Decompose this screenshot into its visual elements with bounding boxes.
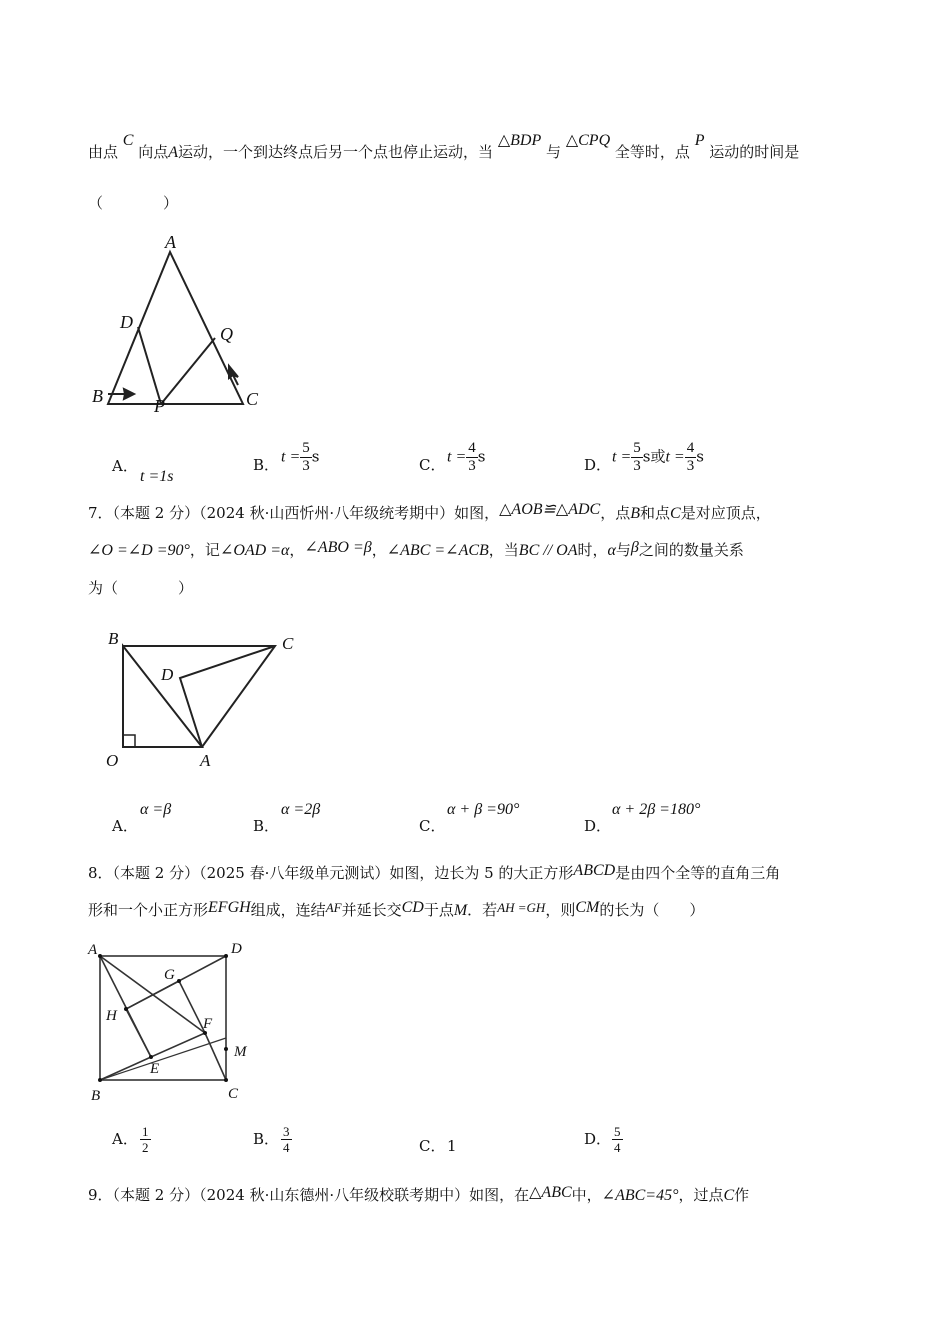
label-o: O bbox=[106, 751, 119, 770]
q9-text-line-1: 9．（本题 2 分）（2024 秋·山东德州·八年级校联考期中）如图，在△ABC中，∠ABC=45°，过点C作 bbox=[88, 1184, 750, 1204]
q6-text: 运动的时间是 bbox=[709, 143, 800, 161]
q6-option-d[interactable]: D．t = $\frac{5}{3}$ s或t = $\frac{4}{3}$ s bbox=[584, 440, 704, 474]
q6-option-b[interactable]: B． t = $\frac{5}{3}$ s bbox=[253, 440, 320, 474]
segment-bm bbox=[100, 1038, 226, 1080]
q6-text: 运动，一个到达终点后另一个点也停止运动，当 bbox=[178, 143, 494, 161]
label-h: H bbox=[106, 1008, 117, 1024]
triangle-aob bbox=[123, 646, 202, 747]
point-c: C bbox=[122, 132, 134, 149]
q8-option-c[interactable]: C． 1 bbox=[419, 1137, 457, 1155]
q8-figure bbox=[86, 936, 266, 1106]
label-a: A bbox=[200, 751, 211, 770]
segment-fc bbox=[205, 1033, 226, 1080]
label-a: A bbox=[165, 232, 176, 252]
triangle-cpq: △CPQ bbox=[565, 132, 611, 149]
label-p: P bbox=[154, 396, 165, 415]
q8-option-d[interactable]: D． $\frac{5}{4}$ bbox=[584, 1124, 621, 1155]
q6-text: 与 bbox=[546, 143, 562, 161]
label-c: C bbox=[228, 1086, 239, 1102]
q7-option-d[interactable]: D．α + 2β =180° bbox=[584, 801, 701, 835]
triangle-bdp: △BDP bbox=[497, 132, 542, 149]
label-d: D bbox=[231, 941, 242, 957]
label-b: B bbox=[92, 386, 103, 406]
label-d: D bbox=[161, 665, 174, 684]
segment-dp bbox=[138, 327, 161, 404]
label-e: E bbox=[150, 1061, 160, 1077]
label-f: F bbox=[203, 1016, 213, 1032]
label-b: B bbox=[91, 1088, 101, 1104]
q7-text-line-3: 为（ ） bbox=[88, 579, 194, 597]
q7-option-a[interactable]: A．α =β bbox=[112, 801, 172, 835]
q7-figure bbox=[100, 625, 310, 775]
arrow-b-to-c bbox=[108, 389, 134, 399]
label-b: B bbox=[108, 629, 119, 648]
point-p: P bbox=[694, 132, 705, 149]
q8-option-a[interactable]: A． $\frac{1}{2}$ bbox=[112, 1124, 149, 1155]
q7-text-line-1: 7．（本题 2 分）（2024 秋·山西忻州·八年级统考期中）如图，△AOB≌△ADC，点B和点C是对应顶点， bbox=[88, 501, 771, 522]
label-c: C bbox=[246, 389, 259, 409]
q7-text-line-2: ∠O =∠D =90°，记∠OAD =α，∠ABO =β，∠ABC =∠ACB，当BC // OA时，α与β之间的数量关系 bbox=[88, 539, 744, 559]
q6-figure-triangle bbox=[88, 230, 278, 415]
label-g: G bbox=[164, 967, 175, 983]
point-a: A bbox=[168, 144, 179, 161]
segment-be bbox=[100, 1057, 151, 1080]
label-m: M bbox=[234, 1044, 247, 1060]
label-c: C bbox=[282, 634, 294, 653]
q7-option-b[interactable]: B．α =2β bbox=[253, 801, 321, 835]
q6-text: 全等时，点 bbox=[614, 143, 690, 161]
q6-text-line-1 bbox=[88, 132, 800, 164]
q8-text-line-1: 8．（本题 2 分）（2025 春·八年级单元测试）如图，边长为 5 的大正方形ABCD是由四个全等的直角三角 bbox=[88, 862, 781, 882]
congruence-aob-adc: △AOB≌△ADC bbox=[499, 501, 601, 518]
square-efgh bbox=[126, 981, 205, 1057]
q6-text: 向点 bbox=[138, 143, 169, 161]
right-angle-mark bbox=[123, 735, 135, 747]
q6-text: 由点 bbox=[88, 143, 119, 161]
q8-option-b[interactable]: B． $\frac{3}{4}$ bbox=[253, 1124, 290, 1155]
q6-answer-paren: （ ） bbox=[88, 194, 179, 212]
q8-text-line-2: 形和一个小正方形EFGH组成，连结AF并延长交CD于点M．若AH =GH，则CM的长为（ ） bbox=[88, 899, 705, 919]
label-a: A bbox=[88, 942, 98, 958]
q6-option-a[interactable]: A．t =1s bbox=[112, 457, 174, 485]
label-d: D bbox=[120, 312, 133, 332]
label-q: Q bbox=[220, 324, 233, 344]
segment-pq bbox=[161, 338, 215, 404]
segment-cd-da bbox=[180, 646, 275, 747]
q6-option-c[interactable]: C．t = $\frac{4}{3}$ s bbox=[419, 440, 486, 474]
segment-bc-ca bbox=[123, 646, 275, 747]
q7-option-c[interactable]: C．α + β =90° bbox=[419, 801, 520, 835]
